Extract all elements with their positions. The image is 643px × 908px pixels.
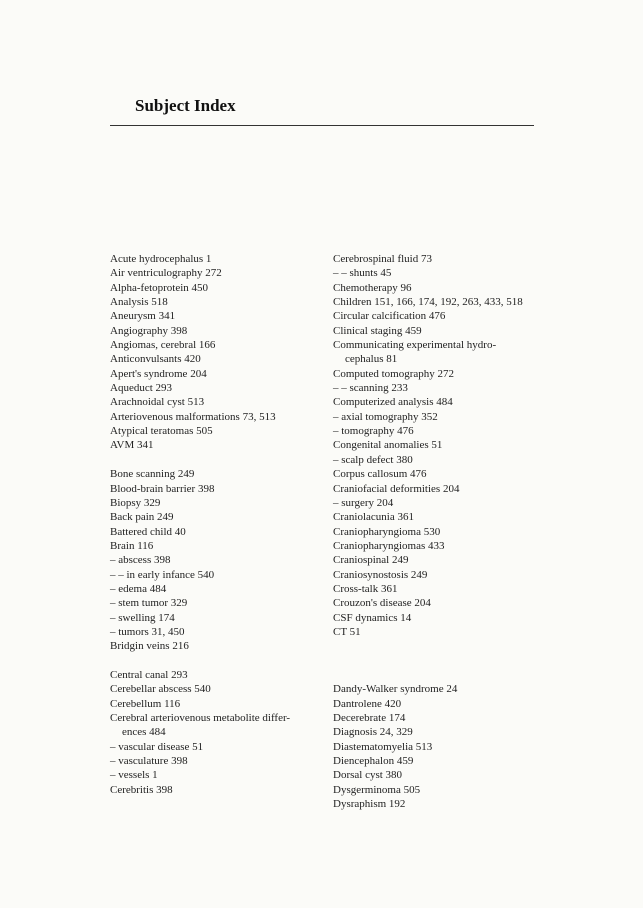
index-entry: – swelling 174: [110, 611, 175, 624]
index-entry: – vasculature 398: [110, 755, 188, 768]
index-entry: Craniosynostosis 249: [333, 568, 428, 581]
index-group-c-after: [110, 740, 322, 797]
index-entry-wrapped: [333, 338, 543, 367]
index-entry: Arteriovenous malformations 73, 513: [110, 410, 276, 423]
index-entry: Crouzon's disease 204: [333, 597, 431, 610]
index-entry-wrapped: [110, 711, 322, 740]
index-entry: Decerebrate 174: [333, 712, 406, 724]
index-entry: – scalp defect 380: [333, 453, 413, 466]
index-entry: Children 151, 166, 174, 192, 263, 433, 518: [333, 296, 523, 309]
index-entry: Cross-talk 361: [333, 582, 398, 595]
index-entry: Alpha-fetoprotein 450: [110, 281, 209, 294]
index-entry: Computerized analysis 484: [333, 396, 453, 409]
index-entry: Craniofacial deformities 204: [333, 482, 460, 495]
group-spacer: [333, 639, 543, 653]
index-entry-line2: ences 484: [122, 726, 166, 739]
index-entry: Brain 116: [110, 539, 154, 552]
title-rule: [110, 125, 534, 126]
index-group-c-cont1: [333, 252, 543, 338]
index-entry: Blood-brain barrier 398: [110, 482, 215, 495]
index-entry: Diastematomyelia 513: [333, 740, 433, 753]
index-entry: CT 51: [333, 625, 361, 638]
index-entry: Cerebellum 116: [110, 697, 181, 710]
index-entry: Corpus callosum 476: [333, 468, 427, 481]
index-entry: Chemotherapy 96: [333, 281, 412, 294]
index-group-c-before: [110, 668, 322, 711]
index-entry: Dantrolene 420: [333, 697, 402, 710]
index-entry: – abscess 398: [110, 554, 171, 567]
index-entry: Aneurysm 341: [110, 310, 176, 323]
page-title: Subject Index: [135, 96, 236, 115]
index-column-left: [110, 252, 322, 797]
index-entry: Atypical teratomas 505: [110, 425, 213, 438]
index-entry: Craniopharyngiomas 433: [333, 539, 445, 552]
group-spacer: [110, 453, 322, 467]
index-entry: Diagnosis 24, 329: [333, 726, 413, 739]
index-entry: Computed tomography 272: [333, 367, 454, 380]
index-entry: – tomography 476: [333, 425, 414, 438]
index-entry: – edema 484: [110, 582, 167, 595]
index-entry-line1: Communicating experimental hydro-: [333, 339, 497, 352]
index-entry: Diencephalon 459: [333, 755, 414, 768]
index-group-d: [333, 682, 543, 811]
index-entry: Analysis 518: [110, 296, 168, 309]
index-group-c-cont2: [333, 367, 543, 640]
index-entry-line1: Cerebral arteriovenous metabolite differ-: [110, 712, 291, 724]
index-entry: Apert's syndrome 204: [110, 367, 207, 380]
index-entry: – – scanning 233: [333, 382, 408, 395]
index-entry: – vessels 1: [110, 769, 158, 782]
index-entry: Biopsy 329: [110, 496, 161, 509]
index-entry: Bridgin veins 216: [110, 640, 189, 653]
index-entry: Craniopharyngioma 530: [333, 525, 441, 538]
index-entry: – surgery 204: [333, 496, 394, 509]
index-entry: Congenital anomalies 51: [333, 439, 443, 452]
index-entry: Dorsal cyst 380: [333, 769, 403, 782]
index-entry: Air ventriculography 272: [110, 267, 222, 280]
group-spacer: [333, 668, 543, 682]
index-entry: Arachnoidal cyst 513: [110, 396, 205, 409]
index-entry: – vascular disease 51: [110, 740, 204, 753]
index-entry: – tumors 31, 450: [110, 625, 185, 638]
index-entry: Craniolacunia 361: [333, 511, 414, 524]
index-group-b: [110, 467, 322, 653]
index-entry: Aqueduct 293: [110, 382, 173, 395]
index-entry: AVM 341: [110, 439, 154, 452]
index-entry: Bone scanning 249: [110, 468, 195, 481]
index-entry: Back pain 249: [110, 511, 174, 524]
index-column-right: [333, 252, 543, 811]
index-entry: Anticonvulsants 420: [110, 353, 201, 366]
index-entry: – stem tumor 329: [110, 597, 188, 610]
index-entry: Cerebellar abscess 540: [110, 683, 211, 696]
index-entry: Central canal 293: [110, 668, 188, 681]
index-entry-line2: cephalus 81: [345, 353, 398, 366]
group-spacer: [110, 654, 322, 668]
index-entry: Circular calcification 476: [333, 310, 446, 323]
index-group-c: [110, 668, 322, 797]
index-entry: Craniospinal 249: [333, 554, 409, 567]
index-entry: – – shunts 45: [333, 267, 392, 280]
index-entry: Battered child 40: [110, 525, 186, 538]
index-entry: Dysgerminoma 505: [333, 783, 421, 796]
index-entry: Cerebritis 398: [110, 783, 173, 796]
index-entry: CSF dynamics 14: [333, 611, 412, 624]
index-entry: Angiomas, cerebral 166: [110, 339, 216, 352]
index-entry: Acute hydrocephalus 1: [110, 253, 212, 265]
index-entry: Cerebrospinal fluid 73: [333, 253, 432, 265]
index-entry: Dandy-Walker syndrome 24: [333, 683, 458, 696]
index-entry: – axial tomography 352: [333, 410, 438, 423]
group-spacer: [333, 654, 543, 668]
index-entry: Angiography 398: [110, 324, 188, 337]
index-group-a: [110, 252, 322, 453]
index-entry: – – in early infance 540: [110, 568, 215, 581]
index-entry: Dysraphism 192: [333, 798, 406, 811]
index-entry: Clinical staging 459: [333, 324, 422, 337]
